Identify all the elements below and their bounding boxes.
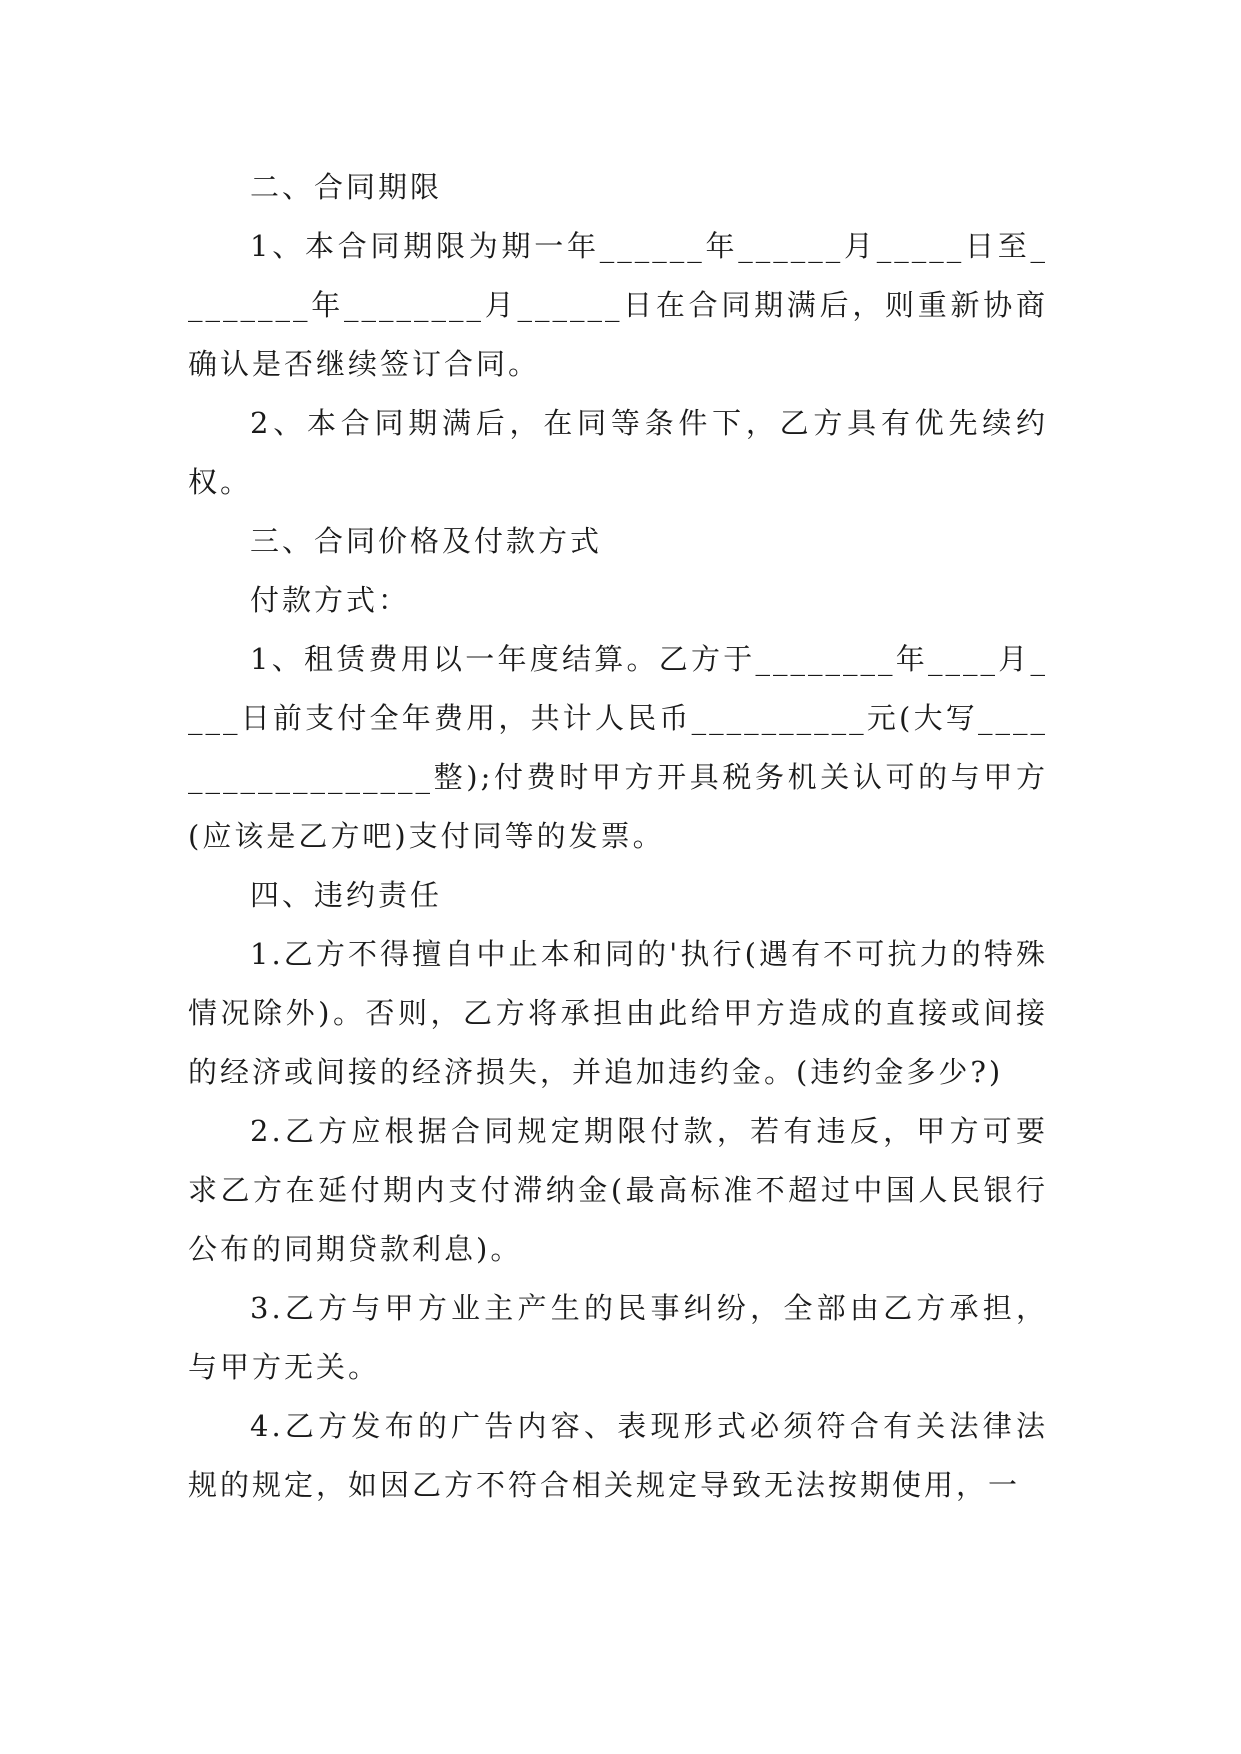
- clause-late-payment: 2.乙方应根据合同规定期限付款，若有违反，甲方可要求乙方在延付期内支付滞纳金(最高标准不超过中国人民银行公布的同期贷款利息)。: [188, 1114, 1048, 1266]
- clause-breach-termination: 1.乙方不得擅自中止本和同的'执行(遇有不可抗力的特殊情况除外)。否则，乙方将承担由此给甲方造成的直接或间接的经济或间接的经济损失，并追加违约金。(违约金多少?): [188, 937, 1048, 1089]
- section-heading-breach-liability: 四、违约责任: [250, 878, 443, 912]
- section-heading-price-payment: 三、合同价格及付款方式: [250, 524, 603, 558]
- clause-term-period: 1、本合同期限为期一年______年______月_____日至________年________月______日在合同期满后，则重新协商确认是否继续签订合同。: [188, 229, 1048, 381]
- section-heading-term: 二、合同期限: [250, 170, 443, 204]
- clause-renewal-priority: 2、本合同期满后，在同等条件下，乙方具有优先续约权。: [188, 406, 1048, 499]
- clause-payment-terms: 1、租赁费用以一年度结算。乙方于________年____月____日前支付全年费用，共计人民币__________元(大写__________________整);付费时甲方开具税务机关认可的与甲方(应该是乙方吧)支付同等的发票。: [188, 642, 1048, 853]
- clause-civil-disputes: 3.乙方与甲方业主产生的民事纠纷，全部由乙方承担，与甲方无关。: [188, 1291, 1048, 1384]
- subheading-payment-method: 付款方式：: [250, 583, 411, 617]
- clause-advertising-content: 4.乙方发布的广告内容、表现形式必须符合有关法律法规的规定，如因乙方不符合相关规定导致无法按期使用，一: [188, 1409, 1048, 1502]
- contract-body: [188, 158, 1048, 1515]
